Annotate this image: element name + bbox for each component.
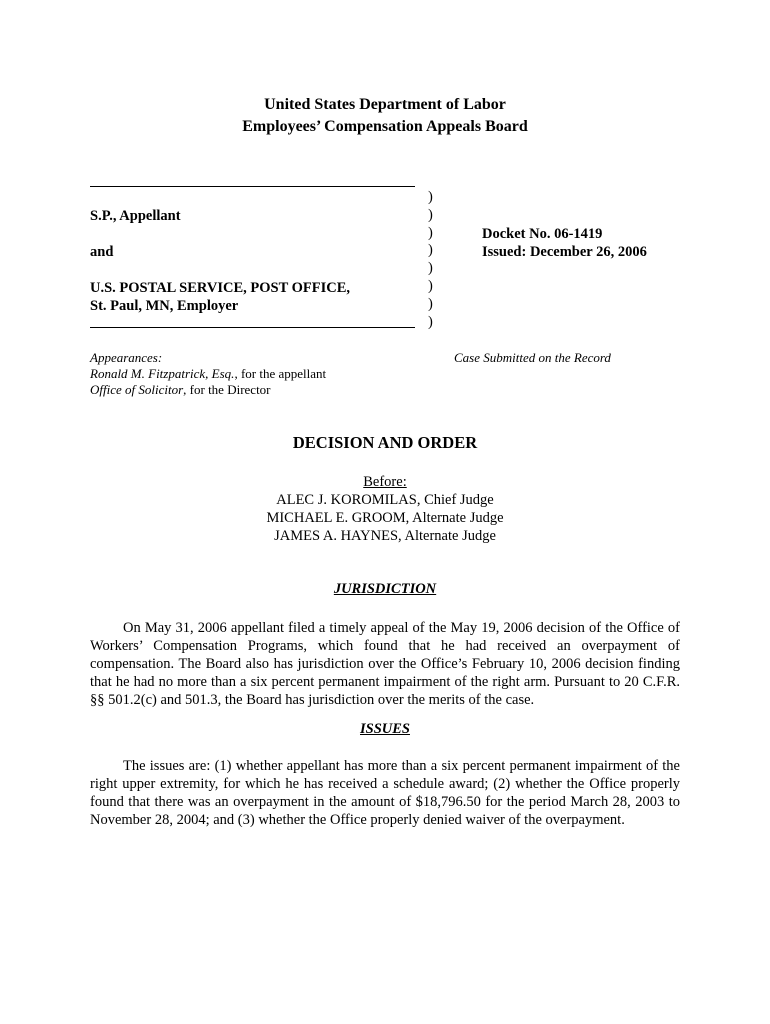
decision-title: DECISION AND ORDER [292,433,478,452]
paren: ) [428,189,433,205]
board-title: Employees’ Compensation Appeals Board [242,118,528,135]
caption-bottom-rule [90,327,415,328]
appearances-label: Appearances: [90,350,163,365]
agency-title: United States Department of Labor [264,96,506,113]
issued-date: Issued: December 26, 2006 [482,244,647,260]
paren: ) [428,260,433,277]
docket-number: Docket No. 06-1419 [482,226,603,242]
employer-line-1: U.S. POSTAL SERVICE, POST OFFICE, [90,280,351,296]
jurisdiction-heading: JURISDICTION [333,581,437,597]
paren: ) [428,313,433,330]
paren: ) [428,295,433,312]
appellant-name: S.P., Appellant [90,208,181,224]
jurisdiction-paragraph: On May 31, 2006 appellant filed a timely appeal of the May 19, 2006 decision of the Office of Workers’ Compensation Programs, which found that he had received an overpayment of compensation. The Board also has jurisdiction over the Office’s February 10, 2006 decision finding that he had no more than a six percent permanent impairment of the right arm. Pursuant to 20 C.F.R. §§ 501.2(c) and 501.3, the Board has jurisdiction over the merits of the case. [90,620,680,708]
appearance-director [90,382,271,398]
caption-top-rule [90,186,415,187]
appellant-counsel-role: , for the appellant [234,366,327,381]
caption-and: and [90,244,114,260]
caption-parentheses [428,189,433,331]
paren: ) [428,277,433,294]
director-counsel-role: , for the Director [183,382,271,397]
before-label: Before: [363,474,407,490]
issues-paragraph: The issues are: (1) whether appellant has more than a six percent permanent impairment of the right upper extremity, for which he has received a schedule award; (2) whether the Office properly found that there was an overpayment in the amount of $18,796.50 for the period March 28, 2003 to November 28, 2004; and (3) whether the Office properly denied waiver of the overpayment. [90,758,680,828]
paren: ) [428,224,433,241]
issues-heading: ISSUES [360,721,410,737]
paren: ) [428,242,433,259]
appearance-appellant [90,366,326,382]
judge-alternate-2: JAMES A. HAYNES, Alternate Judge [274,528,496,544]
judge-alternate-1: MICHAEL E. GROOM, Alternate Judge [266,510,504,526]
case-submitted-note: Case Submitted on the Record [454,350,611,365]
appellant-counsel: Ronald M. Fitzpatrick, Esq. [90,366,235,381]
director-counsel: Office of Solicitor [90,382,184,397]
judge-chief: ALEC J. KOROMILAS, Chief Judge [276,492,494,508]
employer-line-2: St. Paul, MN, Employer [90,298,239,314]
paren: ) [428,206,433,223]
